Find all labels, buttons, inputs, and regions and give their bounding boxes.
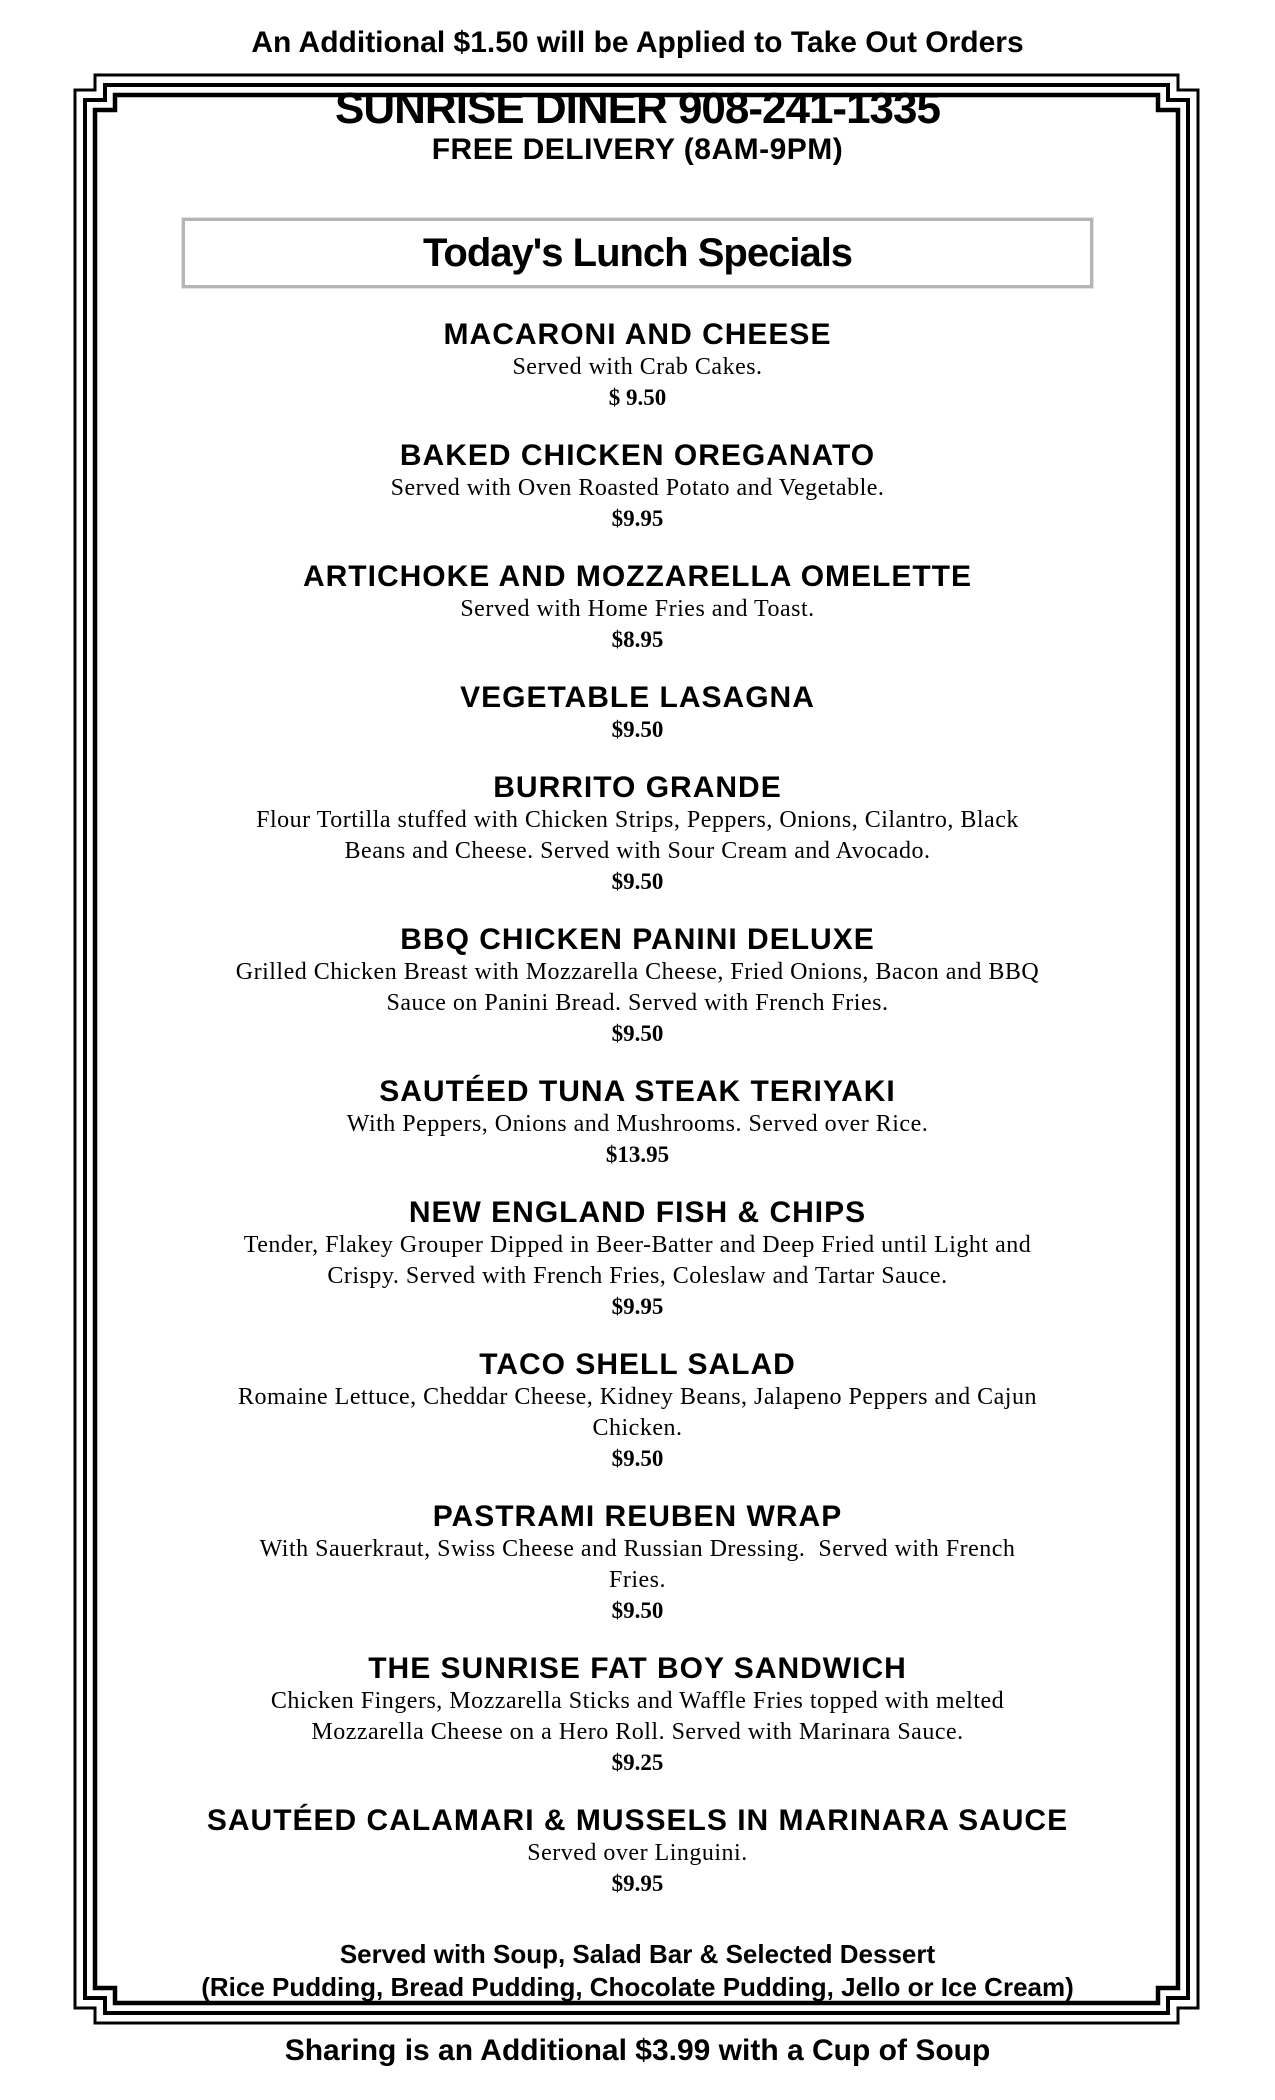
free-delivery-info: FREE DELIVERY (8AM-9PM)	[431, 133, 844, 166]
menu-item-description-line: Served with Home Fries and Toast.	[460, 596, 815, 622]
menu-item-name: VEGETABLE LASAGNA	[460, 681, 815, 714]
menu-item	[114, 439, 1161, 534]
menu-item-name: MACARONI AND CHEESE	[443, 318, 832, 351]
takeout-surcharge-notice: An Additional $1.50 will be Applied to Take Out Orders	[251, 26, 1024, 59]
specials-title: Today's Lunch Specials	[422, 230, 853, 275]
menu-item-description-line: Flour Tortilla stuffed with Chicken Strips, Peppers, Onions, Cilantro, Black	[256, 807, 1019, 833]
menu-item-price: $ 9.50	[608, 385, 667, 410]
menu-item-description-line: Chicken.	[592, 1415, 683, 1441]
menu-item-description-line: Mozzarella Cheese on a Hero Roll. Served with Marinara Sauce.	[311, 1719, 964, 1745]
menu-item	[114, 1075, 1161, 1170]
restaurant-name-and-phone: SUNRISE DINER 908-241-1335	[335, 84, 940, 133]
menu-item-name: TACO SHELL SALAD	[479, 1348, 796, 1381]
menu-item-name: BURRITO GRANDE	[493, 771, 782, 804]
menu-item-name: BAKED CHICKEN OREGANATO	[399, 439, 876, 472]
sharing-surcharge-note: Sharing is an Additional $3.99 with a Cup of Soup	[284, 2034, 991, 2067]
menu-item-name: NEW ENGLAND FISH & CHIPS	[408, 1196, 867, 1229]
menu-item-price: $9.95	[611, 1294, 664, 1319]
menu-item-name: BBQ CHICKEN PANINI DELUXE	[400, 923, 875, 956]
specials-title-box	[182, 218, 1093, 288]
menu-item-price: $9.50	[611, 869, 664, 894]
menu-item-price: $9.25	[611, 1750, 664, 1775]
menu-item-description-line: Grilled Chicken Breast with Mozzarella Cheese, Fried Onions, Bacon and BBQ	[235, 959, 1040, 985]
menu-item	[114, 1348, 1161, 1474]
menu-item-description-line: Sauce on Panini Bread. Served with French Fries.	[386, 990, 889, 1016]
menu-item-name: THE SUNRISE FAT BOY SANDWICH	[368, 1652, 907, 1685]
menu-item	[114, 1804, 1161, 1899]
menu-item-name: SAUTÉED CALAMARI & MUSSELS IN MARINARA SAUCE	[206, 1804, 1069, 1837]
menu-item	[114, 923, 1161, 1049]
menu-item-price: $9.95	[611, 506, 664, 531]
menu-item-description-line: Crispy. Served with French Fries, Coleslaw and Tartar Sauce.	[327, 1263, 948, 1289]
menu-item-description-line: Romaine Lettuce, Cheddar Cheese, Kidney Beans, Jalapeno Peppers and Cajun	[238, 1384, 1037, 1410]
menu-item-description-line: With Peppers, Onions and Mushrooms. Served over Rice.	[346, 1111, 929, 1137]
menu-item-description-line: Chicken Fingers, Mozzarella Sticks and Waffle Fries topped with melted	[270, 1688, 1005, 1714]
footer-notes	[114, 1938, 1161, 2004]
menu-item-price: $9.50	[611, 1021, 664, 1046]
menu-item-price: $9.50	[611, 717, 664, 742]
menu-item-name: SAUTÉED TUNA STEAK TERIYAKI	[379, 1075, 896, 1108]
menu-item-description-line: Served with Oven Roasted Potato and Vegetable.	[390, 475, 885, 501]
menu-item	[114, 771, 1161, 897]
menu-item-name: ARTICHOKE AND MOZZARELLA OMELETTE	[302, 560, 973, 593]
menu-item-price: $13.95	[605, 1142, 670, 1167]
menu-item	[114, 318, 1161, 413]
menu-item-description-line: Tender, Flakey Grouper Dipped in Beer-Batter and Deep Fried until Light and	[243, 1232, 1032, 1258]
menu-item-price: $9.95	[611, 1871, 664, 1896]
included-sides-note: Served with Soup, Salad Bar & Selected Dessert	[339, 1939, 936, 1969]
menu-item-price: $9.50	[611, 1446, 664, 1471]
menu-item-description-line: Beans and Cheese. Served with Sour Cream and Avocado.	[344, 838, 931, 864]
menu-item	[114, 1652, 1161, 1778]
menu-item-description-line: Served over Linguini.	[527, 1840, 748, 1866]
menu-item-price: $8.95	[611, 627, 664, 652]
menu-items-list	[114, 318, 1161, 1925]
dessert-options-note: (Rice Pudding, Bread Pudding, Chocolate Pudding, Jello or Ice Cream)	[201, 1972, 1074, 2002]
menu-item-description-line: With Sauerkraut, Swiss Cheese and Russian Dressing. Served with French	[259, 1536, 1016, 1562]
menu-item	[114, 1196, 1161, 1322]
menu-item-price: $9.50	[611, 1598, 664, 1623]
menu-item	[114, 560, 1161, 655]
menu-item-description-line: Served with Crab Cakes.	[512, 354, 763, 380]
menu-item-description-line: Fries.	[609, 1567, 666, 1593]
menu-item	[114, 1500, 1161, 1626]
menu-item-name: PASTRAMI REUBEN WRAP	[432, 1500, 843, 1533]
menu-item	[114, 681, 1161, 745]
